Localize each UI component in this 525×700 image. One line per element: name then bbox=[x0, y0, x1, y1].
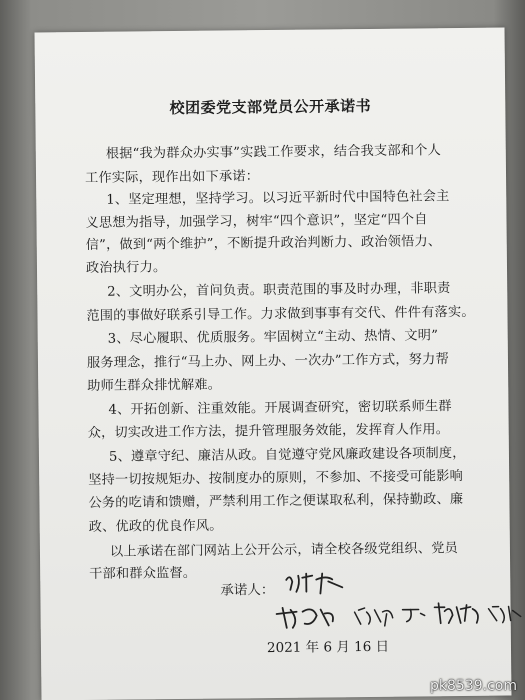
body-line: 信”，做到“两个维护”，不断提升政治判断力、政治领悟力、 bbox=[85, 234, 442, 253]
signatures bbox=[35, 28, 505, 33]
body-line: 助师生群众排忧解难。 bbox=[87, 377, 222, 394]
signature-3 bbox=[351, 604, 399, 629]
signatory-label: 承诺人： bbox=[220, 581, 275, 599]
body-line: 政、优政的优良作风。 bbox=[88, 518, 223, 535]
body-line: 众，切实改进工作方法，提升管理服务效能，发挥育人作用。 bbox=[87, 422, 450, 441]
body-line: 根据“我为群众办实事”实践工作要求，结合我支部和个人 bbox=[105, 143, 442, 162]
body-line: 5、遵章守纪、廉洁从政。自觉遵守党风廉政建设各项制度， bbox=[108, 445, 466, 465]
signature-4 bbox=[401, 603, 427, 625]
signature-2 bbox=[272, 601, 338, 632]
body-line: 坚持一切按规矩办、按制度办的原则，不参加、不接受可能影响 bbox=[88, 469, 464, 488]
signature-6 bbox=[487, 602, 523, 624]
signing-date: 2021 年 6 月 16 日 bbox=[266, 638, 390, 657]
body-line: 1、坚定理想，坚持学习。以习近平新时代中国特色社会主 bbox=[106, 189, 450, 208]
body-line: 义思想为指导，加强学习，树牢“四个意识”，坚定“四个自 bbox=[85, 212, 428, 231]
body-line: 范围的事做好联系引导工作。力求做到事事有交代、件件有落实。 bbox=[86, 304, 475, 324]
watermark: pk8539.com bbox=[430, 678, 517, 694]
body-line: 干部和群众监督。 bbox=[89, 565, 197, 582]
body-line: 服务理念，推行“马上办、网上办、一次办”工作方式，努力帮 bbox=[86, 352, 450, 371]
body-line: 政治执行力。 bbox=[85, 260, 167, 276]
signature-5 bbox=[430, 601, 486, 628]
document-title: 校团委党支部党员公开承诺书 bbox=[169, 96, 372, 118]
body-line: 3、尽心履职、优质服务。牢固树立“主动、热情、文明” bbox=[107, 328, 439, 347]
body-line: 公务的吃请和馈赠，严禁利用工作之便谋取私利，保持勤政、廉 bbox=[88, 492, 464, 511]
body-line: 2、文明办公，首问负责。职责范围的事及时办理，非职责 bbox=[107, 281, 451, 300]
document-page bbox=[35, 28, 512, 700]
signature-1 bbox=[282, 569, 352, 598]
body-line: 工作实际，现作出如下承诺： bbox=[84, 169, 260, 186]
body-line: 以上承诺在部门网站上公开公示，请全校各级党组织、党员 bbox=[109, 541, 459, 560]
body-line: 4、开拓创新、注重效能。开展调查研究，密切联系师生群 bbox=[108, 399, 452, 418]
